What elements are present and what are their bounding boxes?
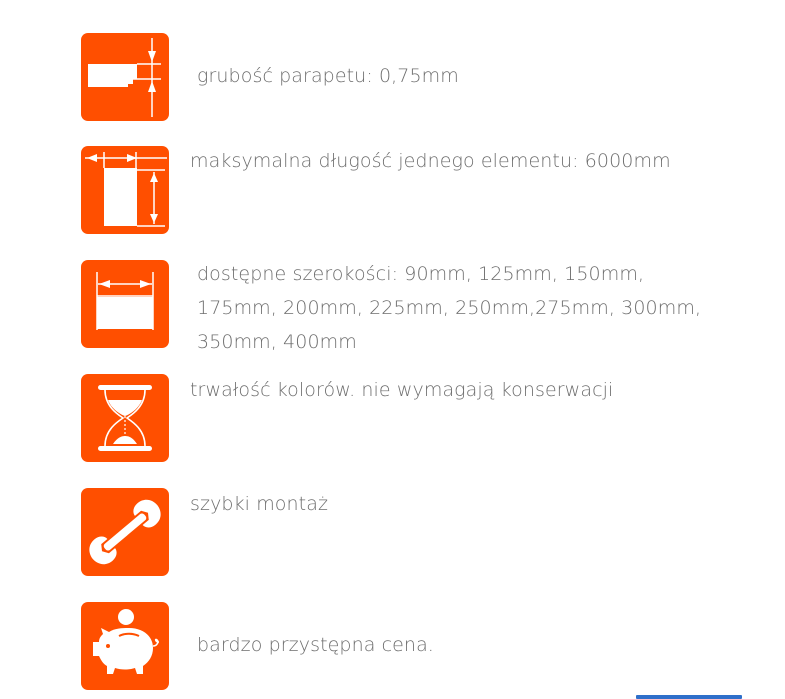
feature-text <box>190 144 671 178</box>
feature-line: dostępne szerokości: 90mm, 125mm, 150mm, <box>197 263 645 285</box>
wrench-icon <box>81 488 169 576</box>
max-length-icon <box>81 146 169 234</box>
feature-text <box>197 628 434 662</box>
feature-line: maksymalna długość jednego elementu: 6000mm <box>190 150 671 172</box>
hourglass-icon <box>81 374 169 462</box>
bottom-scroll-indicator <box>636 695 742 699</box>
feature-line: 175mm, 200mm, 225mm, 250mm,275mm, 300mm, <box>197 297 702 319</box>
feature-line: grubość parapetu: 0,75mm <box>197 65 459 87</box>
feature-line: bardzo przystępna cena. <box>197 634 434 656</box>
width-options-icon <box>81 260 169 348</box>
feature-text <box>190 487 328 521</box>
feature-text <box>197 59 459 93</box>
sill-thickness-icon <box>81 33 169 121</box>
feature-text <box>190 373 613 407</box>
feature-line: 350mm, 400mm <box>197 331 357 353</box>
piggy-bank-icon <box>81 602 169 690</box>
feature-line: szybki montaż <box>190 493 329 515</box>
feature-line: trwałość kolorów. nie wymagają konserwacji <box>190 379 614 401</box>
feature-text <box>197 257 701 359</box>
